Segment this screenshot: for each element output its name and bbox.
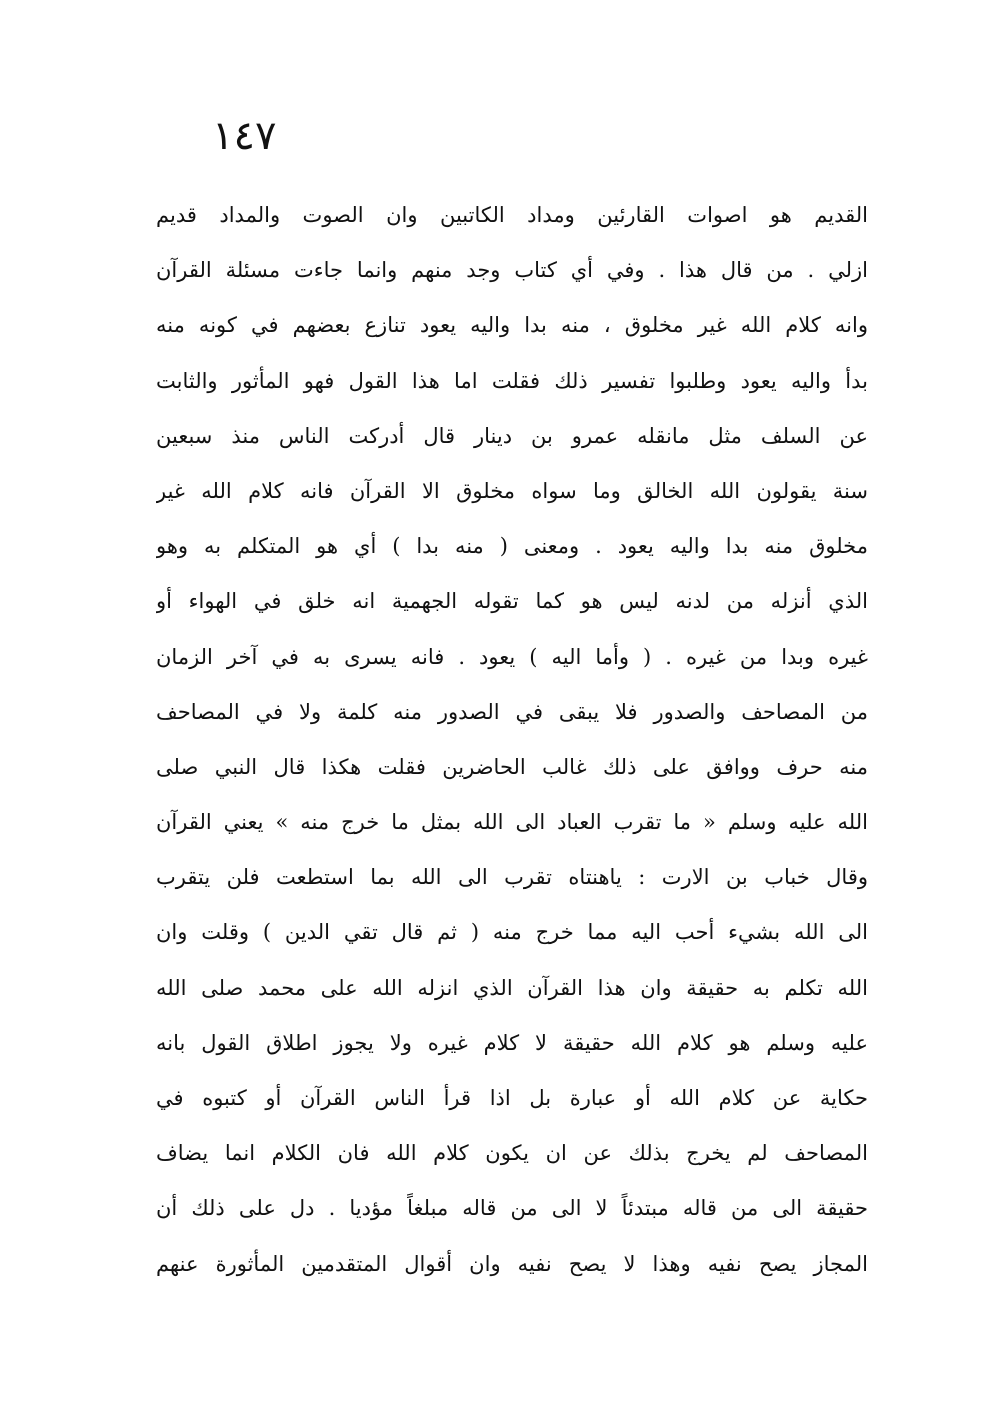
text-line: الله تكلم به حقيقة وان هذا القرآن الذي انزله الله على محمد صلى الله — [156, 975, 868, 1000]
body-text — [156, 188, 868, 1292]
page-number: ١٤٧ — [212, 113, 277, 159]
text-line: ازلي . من قال هذا . وفي أي كتاب وجد منهم وانما جاءت مسئلة القرآن — [156, 258, 868, 283]
text-line: وانه كلام الله غير مخلوق ، منه بدا واليه يعود تنازع بعضهم في كونه منه — [156, 313, 868, 338]
text-line: وقال خباب بن الارت : ياهنتاه تقرب الى الله بما استطعت فلن يتقرب — [156, 865, 868, 890]
text-line: حقيقة الى من قاله مبتدئاً لا الى من قاله مبلغاً مؤديا . دل على ذلك أن — [156, 1196, 868, 1221]
text-line: من المصاحف والصدور فلا يبقى في الصدور منه كلمة ولا في المصاحف — [156, 699, 868, 724]
text-line: الله عليه وسلم « ما تقرب العباد الى الله بمثل ما خرج منه » يعني القرآن — [156, 810, 868, 835]
text-line: القديم هو اصوات القارئين ومداد الكاتبين وان الصوت والمداد قديم — [156, 203, 868, 227]
text-line: المصاحف لم يخرج بذلك عن ان يكون كلام الله فان الكلام انما يضاف — [156, 1141, 868, 1166]
text-line: الى الله بشيء أحب اليه مما خرج منه ( ثم قال تقي الدين ) وقلت وان — [156, 920, 868, 945]
text-line: بدأ واليه يعود وطلبوا تفسير ذلك فقلت اما هذا القول فهو المأثور والثابت — [156, 368, 868, 393]
text-line: عليه وسلم هو كلام الله حقيقة لا كلام غيره ولا يجوز اطلاق القول بانه — [156, 1030, 868, 1055]
text-line: المجاز يصح نفيه وهذا لا يصح نفيه وان أقوال المتقدمين المأثورة عنهم — [156, 1251, 868, 1276]
text-line: سنة يقولون الله الخالق وما سواه مخلوق الا القرآن فانه كلام الله غير — [156, 478, 868, 503]
text-line: مخلوق منه بدا واليه يعود . ومعنى ( منه بدا ) أي هو المتكلم به وهو — [156, 534, 868, 559]
text-line: الذي أنزله من لدنه ليس هو كما تقوله الجهمية انه خلق في الهواء أو — [156, 589, 868, 614]
text-line: منه حرف ووافق على ذلك غالب الحاضرين فقلت هكذا قال النبي صلى — [156, 754, 868, 779]
text-line: عن السلف مثل مانقله عمرو بن دينار قال أدركت الناس منذ سبعين — [156, 423, 868, 448]
text-line: غيره وبدا من غيره . ( وأما اليه ) يعود . فانه يسرى به في آخر الزمان — [156, 644, 868, 669]
text-line: حكاية عن كلام الله أو عبارة بل اذا قرأ الناس القرآن أو كتبوه في — [156, 1086, 868, 1110]
